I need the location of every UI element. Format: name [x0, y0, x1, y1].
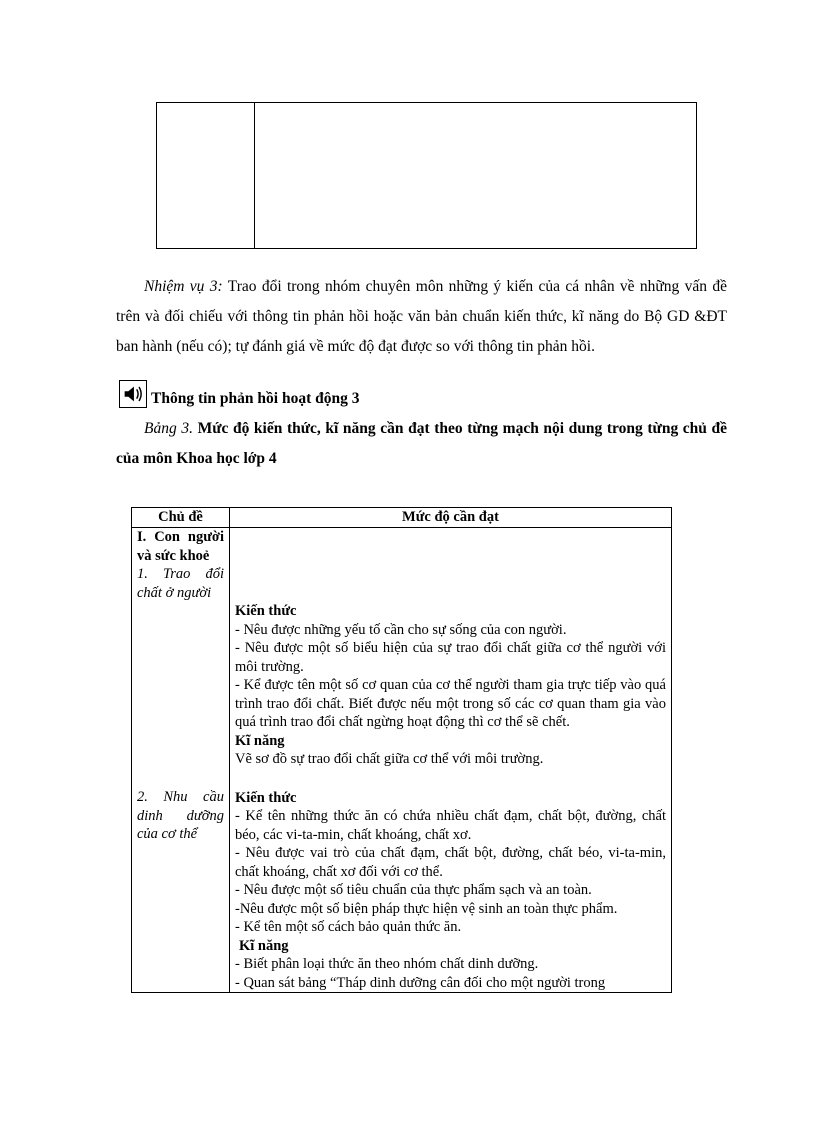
- knowledge-item: - Nêu được một số tiêu chuẩn của thực phẩm sạch và an toàn.: [235, 882, 592, 898]
- header-topic: Chủ đề: [132, 508, 230, 528]
- knowledge-label-2: Kiến thức: [235, 789, 297, 806]
- speaker-icon: [119, 380, 147, 408]
- caption-label: Bảng 3.: [144, 420, 193, 437]
- knowledge-item: - Kể được tên một số cơ quan của cơ thể người tham gia trực tiếp vào quá trình trao đổi chất. Biết được nếu một trong số các cơ quan tham gia vào quá trình trao đổi chất ngừng hoạt động thì cơ thể sẽ chết.: [235, 677, 666, 730]
- feedback-header: [119, 378, 359, 408]
- subtopic-2: 2. Nhu cầu dinh dưỡng của cơ thể: [137, 789, 224, 842]
- skill-label-2: Kĩ năng: [239, 937, 289, 954]
- skill-item: Vẽ sơ đồ sự trao đổi chất giữa cơ thể với môi trường.: [235, 751, 544, 767]
- task3-paragraph: [116, 272, 727, 362]
- header-level: Mức độ cần đạt: [230, 508, 672, 528]
- knowledge-item: - Nêu được vai trò của chất đạm, chất bột, đường, chất béo, vi-ta-min, chất khoáng, chất xơ đối với cơ thể.: [235, 845, 666, 880]
- content-cell: [230, 528, 672, 993]
- skill-label-1: Kĩ năng: [235, 732, 285, 749]
- caption-text: Mức độ kiến thức, kĩ năng cần đạt theo từng mạch nội dung trong từng chủ đề của môn Khoa học lớp 4: [116, 420, 728, 467]
- skill-item: - Biết phân loại thức ăn theo nhóm chất dinh dưỡng.: [235, 956, 539, 972]
- knowledge-label-1: Kiến thức: [235, 603, 297, 619]
- competency-table: [131, 507, 672, 993]
- subtopic-1: 1. Trao đổi chất ở người: [137, 566, 224, 601]
- table-column-divider: [254, 103, 255, 248]
- table-row: [132, 528, 672, 993]
- empty-table-top: [156, 102, 697, 249]
- table-header-row: [132, 508, 672, 528]
- topic-cell: [132, 528, 230, 993]
- task3-label: Nhiệm vụ 3:: [144, 278, 223, 295]
- knowledge-item: - Kể tên một số cách bảo quản thức ăn.: [235, 919, 462, 935]
- task3-text: Trao đổi trong nhóm chuyên môn những ý kiến của cá nhân về những vấn đề trên và đối chiếu với thông tin phản hồi hoặc văn bản chuẩn kiến thức, kĩ năng do Bộ GD &ĐT ban hành (nếu có); tự đánh giá về mức độ đạt được so với thông tin phản hồi.: [116, 278, 727, 355]
- knowledge-item: - Kể tên những thức ăn có chứa nhiều chất đạm, chất bột, đường, chất béo, các vi-ta-min, chất khoáng, chất xơ.: [235, 808, 666, 843]
- topic-title: I. Con người và sức khoẻ: [137, 529, 224, 564]
- skill-item: - Quan sát bảng “Tháp dinh dưỡng cân đối cho một người trong: [235, 974, 606, 991]
- feedback-title: Thông tin phản hồi hoạt động 3: [151, 390, 360, 407]
- table-caption: [116, 414, 727, 474]
- knowledge-item: - Nêu được một số biểu hiện của sự trao đổi chất giữa cơ thể người với môi trường.: [235, 640, 666, 675]
- knowledge-item: - Nêu được những yếu tố cần cho sự sống của con người.: [235, 621, 567, 638]
- knowledge-item: -Nêu được một số biện pháp thực hiện vệ sinh an toàn thực phẩm.: [235, 900, 618, 917]
